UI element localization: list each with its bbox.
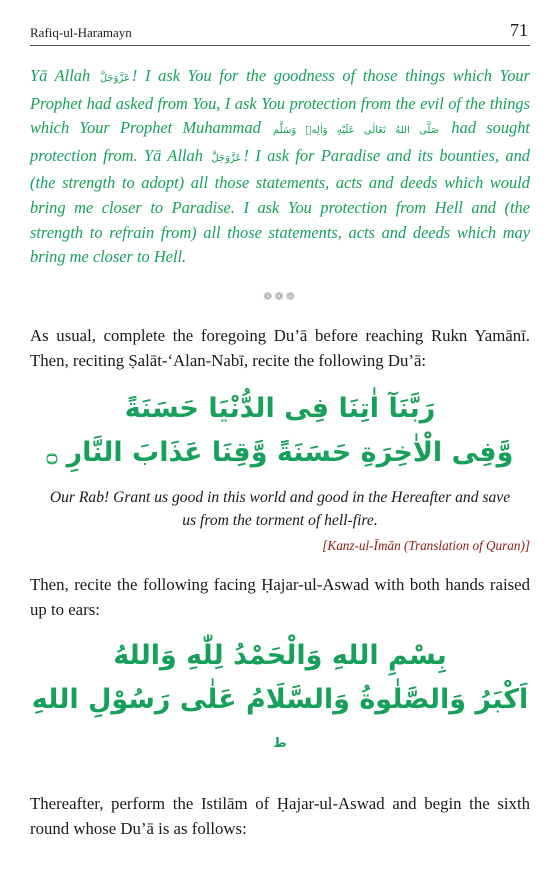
dua-translation-paragraph (30, 64, 530, 270)
quran-verse-text: وَّفِى الْاٰخِرَةِ حَسَنَةً وَّقِنَا عَذَابَ النَّارِ (66, 436, 514, 468)
stop-mark: ط (273, 735, 287, 751)
honorific-salutation: صَلَّى اللهُ تَعَالٰى عَلَيْهِ وَاٰلِهٖ وَسَلَّم (273, 125, 440, 137)
instruction-paragraph-2: Then, recite the following facing Ḥajar-ul-Aswad with both hands raised up to ears: (30, 574, 530, 619)
dua-text-part: ! I ask You for the goodness of those things which Your Prophet had asked from You, I ask You protection from the evil of the things which Your Prophet Muhammad (30, 66, 530, 138)
dua-text-part: Yā Allah (30, 66, 98, 85)
dua-text-part: had sought protection from. Yā Allah (30, 118, 530, 165)
ayah-end-mark: ۝ (46, 444, 58, 466)
quran-verse-line-1: رَبَّنَآ اٰتِنَا فِى الدُّنْيَا حَسَنَةً (124, 392, 436, 424)
quran-verse-line-2 (30, 431, 530, 478)
takbir-line-2 (30, 678, 530, 771)
takbir-line-1: بِسْمِ اللهِ وَالْحَمْدُ لِلّٰهِ وَاللهُ (113, 639, 447, 671)
honorific-azzawajal: عَزَّوَجَلَّ (99, 73, 130, 84)
verse-translation: Our Rab! Grant us good in this world and good in the Hereafter and save us from the torment of hell-fire. (49, 488, 511, 529)
page-header (30, 0, 530, 46)
takbir-text: اَكْبَرُ وَالصَّلٰوةُ وَالسَّلَامُ عَلٰى رَسُوْلِ اللهِ (31, 683, 529, 715)
section-separator: ❁❁❁ (263, 289, 297, 303)
translation-source: [Kanz-ul-Īmān (Translation of Quran)] (322, 537, 530, 553)
book-title: Rafiq-ul-Haramayn (30, 25, 132, 40)
instruction-paragraph-1: As usual, complete the foregoing Du’ā before reaching Rukn Yamānī. Then, reciting Ṣalāt-‘Alan-Nabī, recite the following Du’ā: (30, 325, 530, 370)
instruction-paragraph-3: Thereafter, perform the Istilām of Ḥajar-ul-Aswad and begin the sixth round whose Du’ā is as follows: (30, 793, 530, 838)
honorific-azzawajal: عَزَّوَجَلَّ (211, 152, 242, 164)
dua-text-part: ! I ask for Paradise and its bounties, and (the strength to adopt) all those statements, acts and deeds which would bring me closer to Paradise. I ask You protection from Hell and (the strength to refrain from) all those statements, acts and deeds which may bring me closer to Hell. (30, 145, 530, 267)
page-number: 71 (510, 20, 528, 40)
